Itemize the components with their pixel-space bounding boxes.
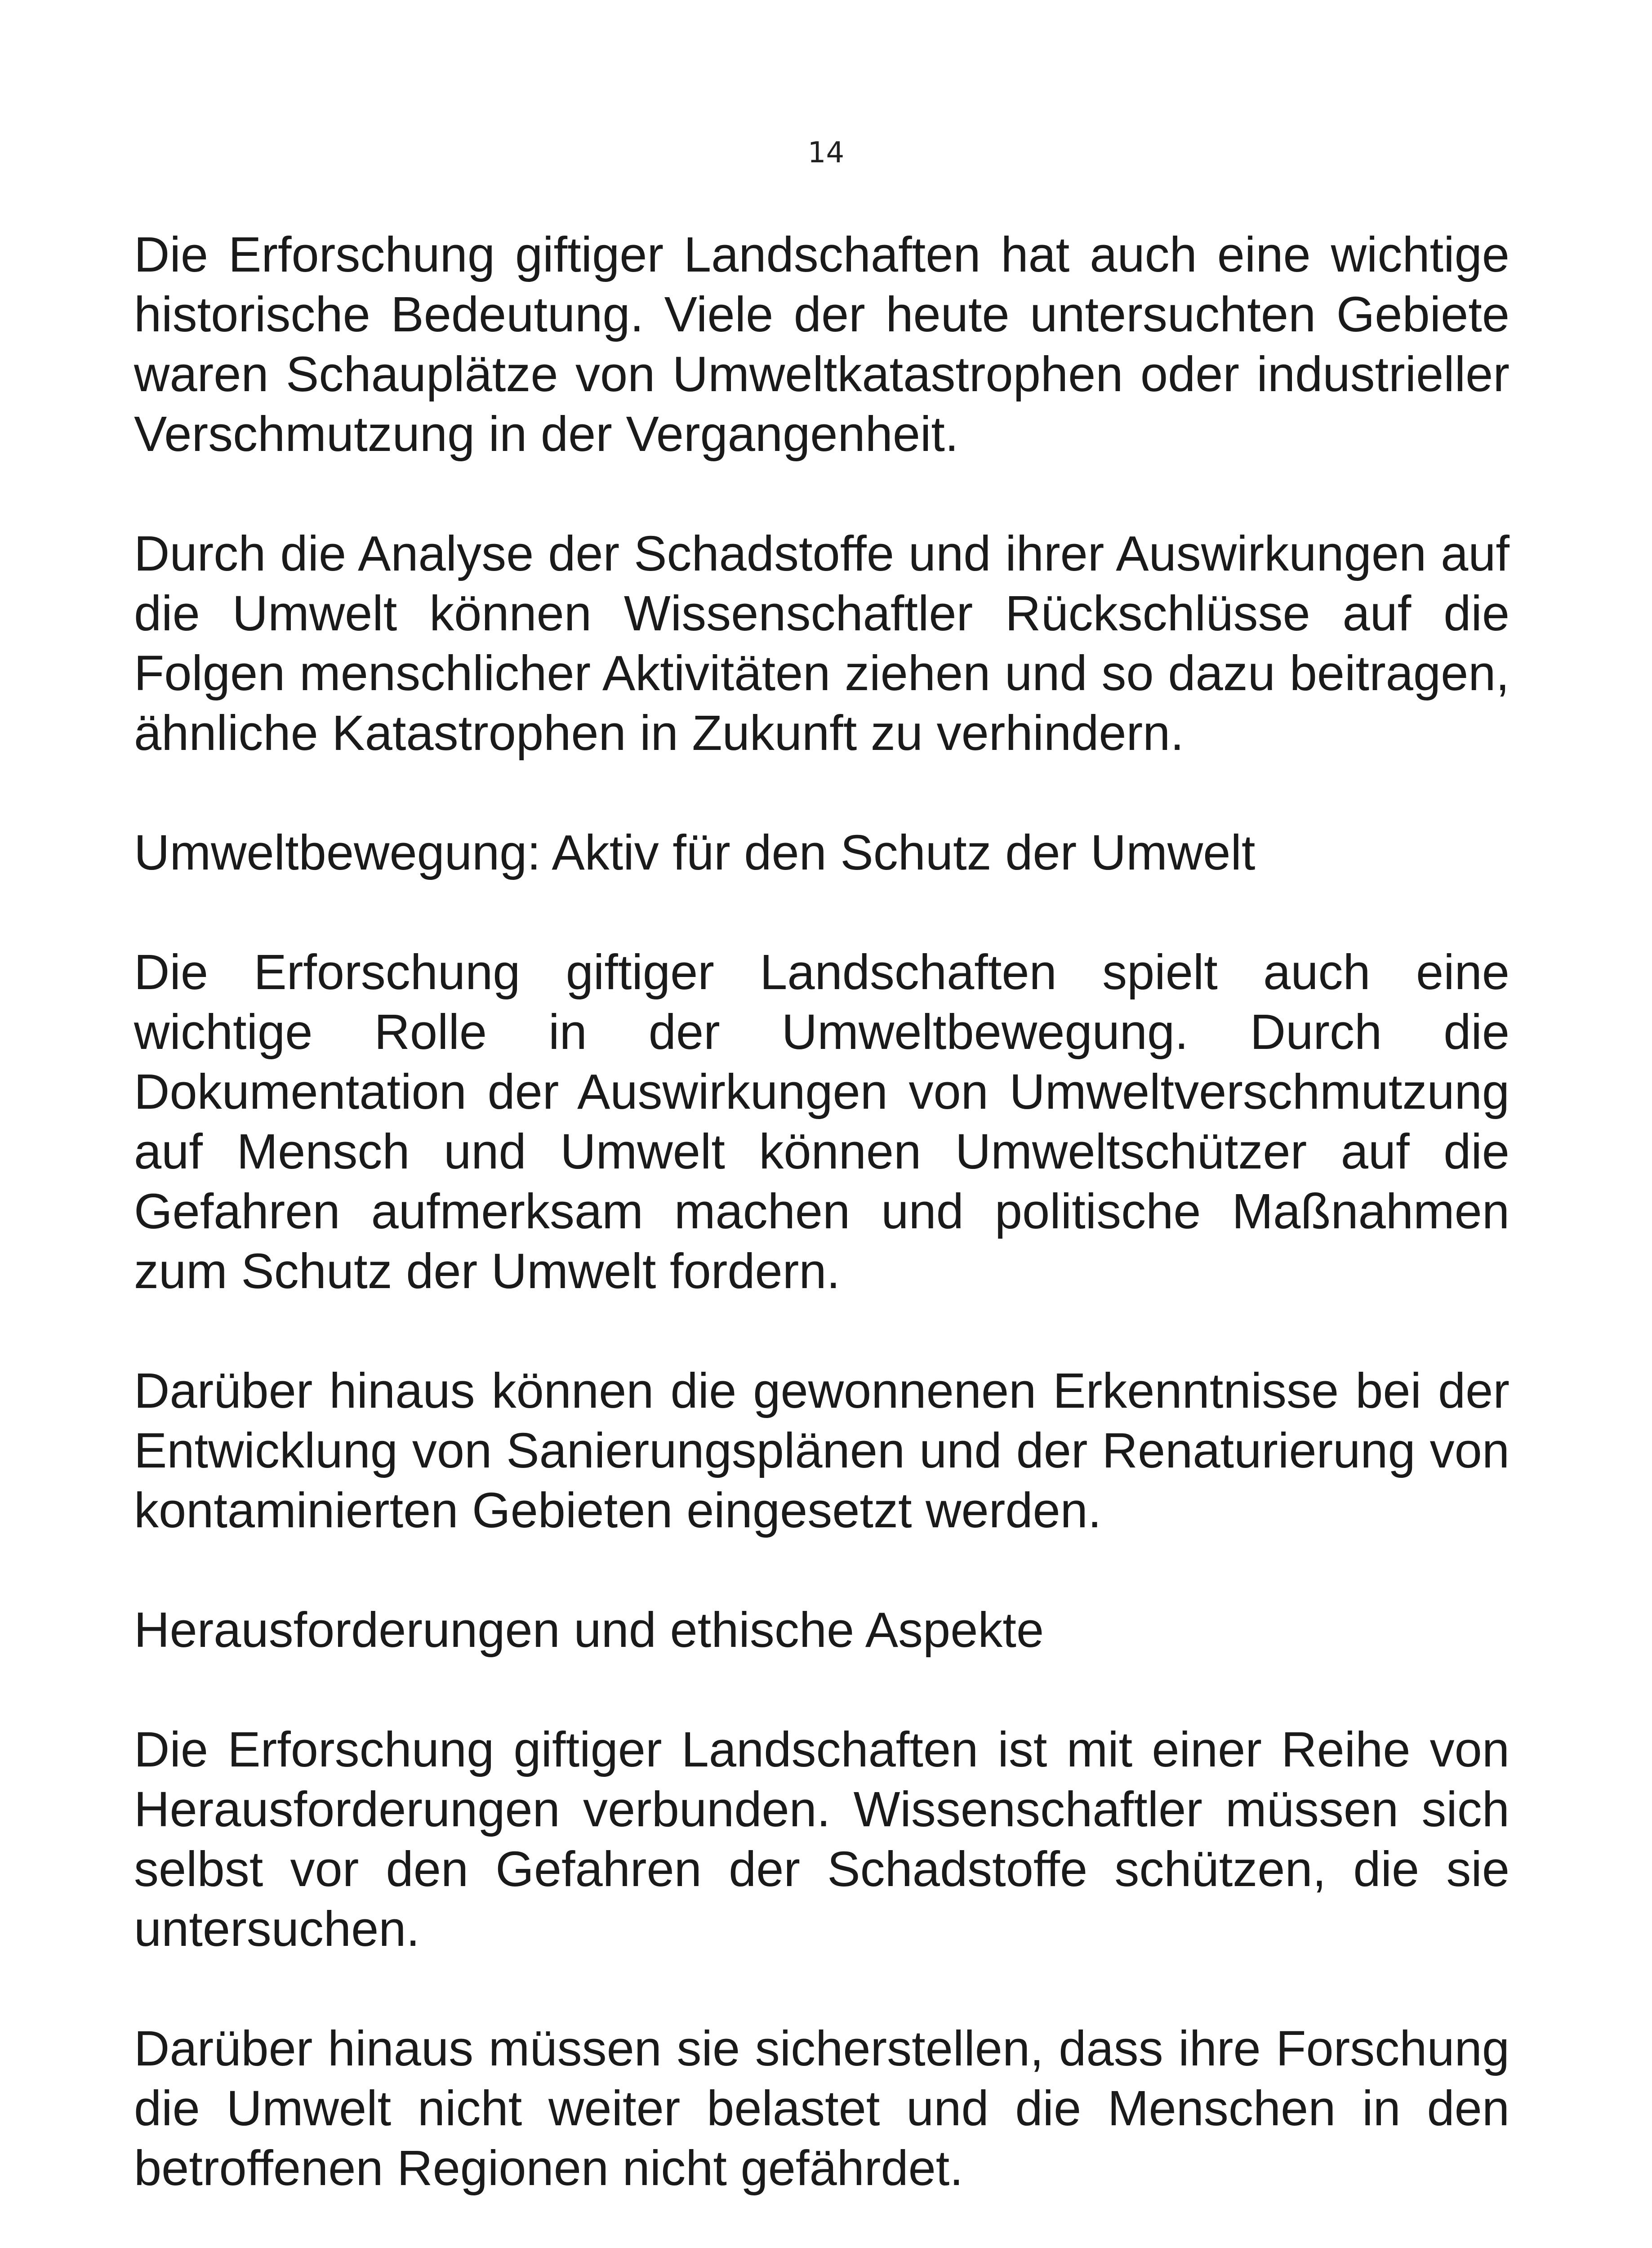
section-heading-challenges: Herausforderungen und ethische Aspekte [134, 1602, 1044, 1658]
page-body [134, 225, 1510, 2248]
paragraph-pollutant-analysis: Durch die Analyse der Schadstoffe und ihrer Auswirkungen auf die Umwelt können Wissenschaftler Rückschlüsse auf die Folgen menschlicher Aktivitäten ziehen und so dazu beitragen, ähnliche Katastrophen in Zukunft zu verhindern. [134, 526, 1510, 761]
paragraph-ethical-aspects: Darüber hinaus müssen sie sicherstellen, dass ihre Forschung die Umwelt nicht weiter belastet und die Menschen in den betroffenen Regionen nicht gefährdet. [134, 2021, 1510, 2196]
paragraph-historical-significance: Die Erforschung giftiger Landschaften hat auch eine wichtige historische Bedeutung. Viele der heute untersuchten Gebiete waren Schauplätze von Umweltkatastrophen oder industrieller Verschmutzung in der Vergangenheit. [134, 227, 1510, 462]
paragraph-remediation: Darüber hinaus können die gewonnenen Erkenntnisse bei der Entwicklung von Sanierungsplänen und der Renaturierung von kontaminierten Gebieten eingesetzt werden. [134, 1363, 1510, 1538]
paragraph-challenges: Die Erforschung giftiger Landschaften ist mit einer Reihe von Herausforderungen verbunden. Wissenschaftler müssen sich selbst vor den Gefahren der Schadstoffe schützen, die sie untersuchen. [134, 1722, 1510, 1957]
page-number: 14 [807, 136, 845, 169]
paragraph-environmental-movement: Die Erforschung giftiger Landschaften spielt auch eine wichtige Rolle in der Umweltbewegung. Durch die Dokumentation der Auswirkungen von Umweltverschmutzung auf Mensch und Umwelt können Umweltschützer auf die Gefahren aufmerksam machen und politische Maßnahmen zum Schutz der Umwelt fordern. [134, 945, 1510, 1299]
section-heading-environmental-movement: Umweltbewegung: Aktiv für den Schutz der Umwelt [134, 825, 1256, 880]
